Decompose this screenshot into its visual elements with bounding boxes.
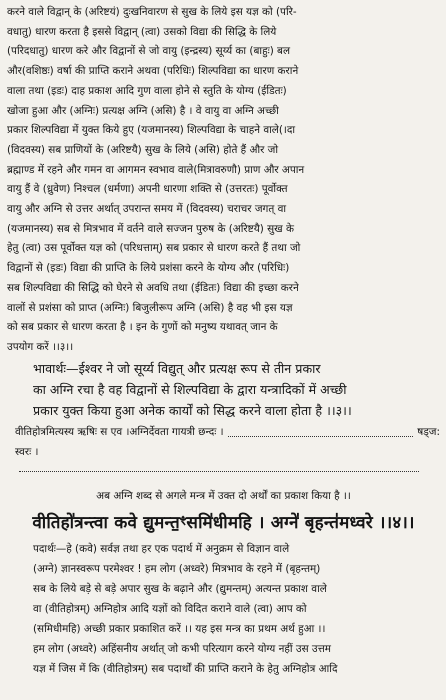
devata-label: अग्निर्देवता गायत्री छन्दः ।: [129, 425, 224, 438]
commentary-line: खोजा हुआ और (अग्निः) प्रत्यक्ष अग्नि (असि) है । वे वायु वा अग्नि अच्छी: [7, 104, 279, 117]
commentary-line: वालों से प्रशंसा को प्राप्त (अग्निः) बिजुलीरूप अग्नि (असि) है वह भी इस यज्ञ: [7, 301, 293, 314]
commentary-line: (विदवस्य) सब प्राणियों के (अरिष्टयै) सुख के लिये (असि) होते हैं और जो: [7, 143, 279, 156]
commentary-line: ब्रह्माण्ड में रहने और गमन वा आगमन स्वभाव वाले(मित्रावरुणौ) प्राण और अपान: [7, 163, 305, 176]
commentary-line: (यजमानस्य) सब से मित्रभाव में वर्तने वाले सज्जन पुरुष के (अरिष्टयै) सुख के: [7, 222, 294, 235]
commentary-line: वायु हैं वे (ध्रुवेण) निश्चल (धर्मणा) अपनी धारणा शक्ति से (उत्तरतः) पूर्वोक्त: [7, 183, 288, 196]
padartha-line: पदार्थः—हे (कवे) सर्वज्ञ तथा हर एक पदार्थ में अनुक्रम से विज्ञान वाले: [33, 542, 290, 555]
commentary-line: विद्वानों से (इडः) विद्या की प्राप्ति के लिये प्रशंसा करने के योग्य और (परिधिः): [7, 262, 290, 275]
commentary-paragraph: [7, 3, 440, 358]
padartha-paragraph: [7, 539, 440, 680]
padartha-line: (समिधीमहि) अच्छी प्रकार प्रकाशित करें ।। यह इस मन्त्र का प्रथम अर्थ हुआ ।।: [33, 623, 326, 636]
bhavartha-line: प्रकार युक्त किया हुआ अनेक कार्यों को सिद्ध करने वाला होता है ।।३।।: [33, 402, 352, 418]
commentary-line: को सब प्रकार से धारण करता है । इन के गुणों को मनुष्य यथावत् जान के: [7, 321, 278, 334]
padartha-line: (अग्ने) ज्ञानस्वरूप परमेश्वर ! हम लोग (अध्वरे) मित्रभाव के रहने में (बृहन्तम्): [33, 562, 321, 575]
commentary-line: उपयोग करें ।।३।।: [7, 340, 74, 353]
commentary-line: वधातु) धारण करता है इससे विद्वान् (त्वा) उसको विद्या की सिद्धि के लिये: [7, 25, 277, 38]
mantra-metadata: [7, 423, 440, 442]
swara-row: [7, 442, 440, 482]
padartha-line: हम लोग (अध्वरे) अहिंसनीय अर्थात् जो कभी परित्याग करने योग्य नहीं उस उत्तम: [33, 643, 332, 656]
dotted-leader: [19, 471, 419, 472]
padartha-line: वा (वीतिहोत्रम्) अग्निहोत्र आदि यज्ञों को विदित कराने वाले (त्वा) आप को: [33, 602, 307, 615]
commentary-line: वाला तथा (इडः) दाह प्रकाश आदि गुण वाला होने से स्तुति के योग्य (ईडितः): [7, 84, 287, 97]
commentary-line: करने वाले विद्वान् के (अरिष्टयं) दुःखनिवारण से सुख के लिये इस यज्ञ को (परि-: [7, 6, 297, 18]
shadja-label: षड्ज:: [417, 425, 440, 438]
commentary-line: वायु और अग्नि से उत्तर अर्थात् उपरान्त समय में (विदवस्य) चराचर जगत् वा: [7, 203, 287, 216]
bhavartha-paragraph: [7, 358, 440, 421]
mantra-intro: अब अग्नि शब्द से अगले मन्त्र में उक्त दो अर्थों का प्रकाश किया है ।।: [96, 489, 351, 502]
bhavartha-line: भावार्थः—ईश्वर ने जो सूर्य्य विद्युत् और प्रत्यक्ष रूप से तीन प्रकार: [33, 360, 321, 376]
commentary-line: (परिदधातु) धारण करे और विद्वानों से जो वायु (इन्द्रस्य) सूर्य्य का (बाहुः) बल: [7, 45, 291, 58]
dotted-leader: [228, 427, 414, 437]
swara-label: स्वरः ।: [15, 445, 39, 458]
commentary-line: सब शिल्पविद्या की सिद्धि को घेरने से अवधि तथा (ईडितः) विद्या की इच्छा करने: [7, 281, 299, 294]
commentary-line: हेतु (त्वा) उस पूर्वोक्त यज्ञ को (परिधत्ताम्) सब प्रकार से धारण करते हैं तथा जो: [7, 242, 301, 255]
mantra-verse: वीतिहो॑त्रन्त्वा कवे द्युमन्त॒ꣳसमि॑धीमहि । अग्ने॑ बृहन्त॑मध्वरे ।।४।।: [32, 512, 415, 533]
padartha-line: सब के लिये बड़े से बड़े अपार सुख के बढ़ाने और (द्युमन्तम्) अत्यन्त प्रकाश वाले: [33, 582, 327, 595]
rishi-label: वीतिहोत्रमित्यस्य ऋषिः स एव ।: [15, 425, 130, 438]
commentary-line: प्रकार शिल्पविद्या में युक्त किये हुए (यजमानस्य) शिल्पविद्या के चाहने वाले(।दा: [7, 124, 296, 137]
commentary-line: और(वशिष्ठः) वर्षा की प्राप्ति कराने अथवा (परिधिः) शिल्पविद्या का धारण कराने: [7, 65, 299, 78]
bhavartha-line: का अग्नि रचा है वह विद्वानों से शिल्पविद्या के द्वारा यन्त्रादिकों में अच्छी: [33, 381, 347, 397]
padartha-line: यज्ञ में जिस में कि (वीतिहोत्रम्) सब पदार्थों की प्राप्ति कराने के हेतु अग्निहोत्र आदि: [33, 663, 338, 676]
